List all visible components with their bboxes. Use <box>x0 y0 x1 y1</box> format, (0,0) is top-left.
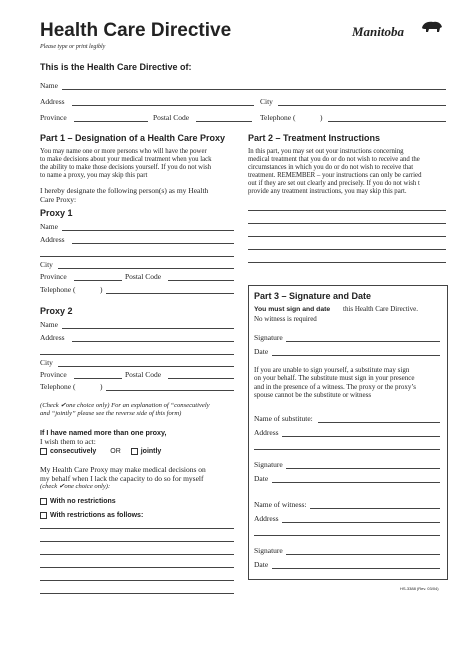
restrictions-line[interactable] <box>40 567 234 568</box>
postal-code-field[interactable] <box>196 121 252 122</box>
witness-name-label: Name of witness: <box>254 500 307 509</box>
no-witness-text: No witness is required <box>254 315 317 323</box>
act-options <box>40 447 161 456</box>
part1-intro-line: the ability to make those decisions yourself. If you do not wish <box>40 164 212 171</box>
telephone-label: Telephone ( <box>260 113 296 122</box>
check-note-line: and “jointly” please see the reverse side of this form) <box>40 410 182 417</box>
manitoba-logo: Manitoba <box>352 24 405 39</box>
check-note <box>40 402 240 418</box>
province-label: Province <box>40 113 67 122</box>
proxy1-postal-label: Postal Code <box>125 272 162 281</box>
proxy2-telephone-paren: ) <box>100 382 103 391</box>
substitute-name-field[interactable] <box>318 422 440 423</box>
no-restrictions-option <box>40 496 116 506</box>
part3-heading: Part 3 – Signature and Date <box>254 291 372 301</box>
designate-line: Care Proxy: <box>40 195 77 204</box>
part2-heading: Part 2 – Treatment Instructions <box>248 133 381 143</box>
address-field[interactable] <box>72 105 254 106</box>
proxy1-telephone-label: Telephone ( <box>40 285 76 294</box>
proxy2-telephone-field[interactable] <box>106 390 234 391</box>
part1-heading: Part 1 – Designation of a Health Care Proxy <box>40 133 226 143</box>
this-directive-text: this Health Care Directive. <box>343 305 419 313</box>
unable-text <box>254 366 442 400</box>
substitute-address-field-2[interactable] <box>254 449 440 450</box>
witness-name-field[interactable] <box>310 508 440 509</box>
proxy1-telephone-paren: ) <box>100 285 103 294</box>
address-label: Address <box>40 97 65 106</box>
proxy2-postal-field[interactable] <box>168 378 234 379</box>
jointly-checkbox[interactable] <box>131 448 138 455</box>
signature-label: Signature <box>254 333 283 342</box>
decisions-line: My Health Care Proxy may make medical decisions on <box>40 465 206 474</box>
part2-line: out if they are set out clearly and precisely. If you do not wish t <box>248 180 420 187</box>
proxy1-address-field-2[interactable] <box>40 256 234 257</box>
no-restrictions-checkbox[interactable] <box>40 498 47 505</box>
witness-date-field[interactable] <box>272 568 440 569</box>
witness-signature-field[interactable] <box>286 554 440 555</box>
substitute-signature-field[interactable] <box>286 468 440 469</box>
proxy1-name-label: Name <box>40 222 58 231</box>
province-field[interactable] <box>74 121 148 122</box>
proxy2-heading: Proxy 2 <box>40 306 73 316</box>
city-field[interactable] <box>278 105 446 106</box>
consecutively-label: consecutively <box>50 448 97 455</box>
directive-heading: This is the Health Care Directive of: <box>40 62 192 72</box>
name-label: Name <box>40 81 58 90</box>
with-restrictions-checkbox[interactable] <box>40 512 47 519</box>
witness-address-field-2[interactable] <box>254 535 440 536</box>
date-field[interactable] <box>272 355 440 356</box>
part1-intro-line: to make decisions about your medical treatment when you lack <box>40 156 212 163</box>
substitute-address-label: Address <box>254 428 279 437</box>
part2-line: medical treatment that you do or do not wish to receive and the <box>248 156 420 163</box>
page-subtitle: Please type or print legibly <box>40 44 106 50</box>
decisions-line: my behalf when I lack the capacity to do so for myself <box>40 474 204 483</box>
proxy2-name-field[interactable] <box>62 328 234 329</box>
restrictions-line[interactable] <box>40 554 234 555</box>
proxy2-address-label: Address <box>40 333 65 342</box>
restrictions-line[interactable] <box>40 541 234 542</box>
restrictions-line[interactable] <box>40 528 234 529</box>
check-note-line: (Check ✔one choice only) For an explanation of “consecutively <box>40 402 210 409</box>
part1-intro-line: You may name one or more persons who will have the power <box>40 148 207 155</box>
telephone-field[interactable] <box>328 121 446 122</box>
proxy2-telephone-label: Telephone ( <box>40 382 76 391</box>
proxy1-postal-field[interactable] <box>168 280 234 281</box>
part2-text <box>248 148 448 196</box>
telephone-paren: ) <box>320 113 323 122</box>
page-title: Health Care Directive <box>40 20 232 41</box>
with-restrictions-label: With restrictions as follows: <box>50 512 144 519</box>
proxy2-address-field-2[interactable] <box>40 354 234 355</box>
proxy1-heading: Proxy 1 <box>40 208 73 218</box>
postal-code-label: Postal Code <box>153 113 190 122</box>
restrictions-line[interactable] <box>40 593 234 594</box>
proxy1-telephone-field[interactable] <box>106 293 234 294</box>
proxy2-city-field[interactable] <box>58 366 234 367</box>
unable-line: spouse cannot be the substitute or witness <box>254 391 372 400</box>
city-label: City <box>260 97 273 106</box>
proxy1-province-field[interactable] <box>74 280 122 281</box>
with-restrictions-option <box>40 510 143 520</box>
jointly-label: jointly <box>140 448 162 455</box>
proxy1-city-label: City <box>40 260 53 269</box>
decisions-text <box>40 465 240 491</box>
proxy2-name-label: Name <box>40 320 58 329</box>
or-label: OR <box>110 448 121 455</box>
unable-line: on your behalf. The substitute must sign in your presence <box>254 374 415 383</box>
decisions-line: (check ✔one choice only): <box>40 483 111 490</box>
signature-field[interactable] <box>286 341 440 342</box>
proxy2-city-label: City <box>40 358 53 367</box>
designate-line: I hereby designate the following person(s) as my Health <box>40 186 209 195</box>
instructions-line[interactable] <box>248 236 446 237</box>
part1-intro-line: to name a proxy, you may skip this part <box>40 172 148 179</box>
name-field[interactable] <box>62 89 446 90</box>
witness-signature-label: Signature <box>254 546 283 555</box>
substitute-date-field[interactable] <box>272 482 440 483</box>
part2-line: In this part, you may set out your instructions concerning <box>248 148 404 155</box>
instructions-line[interactable] <box>248 223 446 224</box>
substitute-name-label: Name of substitute: <box>254 414 313 423</box>
instructions-line[interactable] <box>248 249 446 250</box>
proxy1-province-label: Province <box>40 272 67 281</box>
proxy2-address-field[interactable] <box>72 341 234 342</box>
proxy2-postal-label: Postal Code <box>125 370 162 379</box>
proxy1-name-field[interactable] <box>62 230 234 231</box>
substitute-address-field[interactable] <box>282 436 440 437</box>
instructions-line[interactable] <box>248 262 446 263</box>
proxy1-address-label: Address <box>40 235 65 244</box>
proxy1-city-field[interactable] <box>58 268 234 269</box>
no-restrictions-label: With no restrictions <box>50 498 116 505</box>
unable-line: If you are unable to sign yourself, a substitute may sign <box>254 366 410 374</box>
designate-text <box>40 186 240 204</box>
witness-address-label: Address <box>254 514 279 523</box>
proxy1-address-field[interactable] <box>72 243 234 244</box>
bison-logo-icon <box>420 18 444 34</box>
unable-line: and in the presence of a witness. The proxy or the proxy’s <box>254 382 416 391</box>
part2-line: circumstances in which you do or do not wish to receive that <box>248 164 414 171</box>
proxy2-province-label: Province <box>40 370 67 379</box>
instructions-line[interactable] <box>248 210 446 211</box>
substitute-date-label: Date <box>254 474 269 483</box>
witness-address-field[interactable] <box>282 522 440 523</box>
witness-date-label: Date <box>254 560 269 569</box>
wish-to-act-text: I wish them to act: <box>40 437 96 446</box>
part2-line: provide any treatment instructions, you may skip this part. <box>248 188 407 195</box>
part2-line: treatment. REMEMBER – your instructions can only be carried <box>248 172 422 179</box>
proxy2-province-field[interactable] <box>74 378 122 379</box>
restrictions-line[interactable] <box>40 580 234 581</box>
substitute-signature-label: Signature <box>254 460 283 469</box>
consecutively-checkbox[interactable] <box>40 448 47 455</box>
date-label: Date <box>254 347 269 356</box>
must-sign-text: You must sign and date <box>254 306 331 313</box>
more-than-one-heading: If I have named more than one proxy, <box>40 428 167 437</box>
part1-intro <box>40 148 236 180</box>
form-code: HS-3388 (Rev. 03/04) <box>400 586 439 591</box>
